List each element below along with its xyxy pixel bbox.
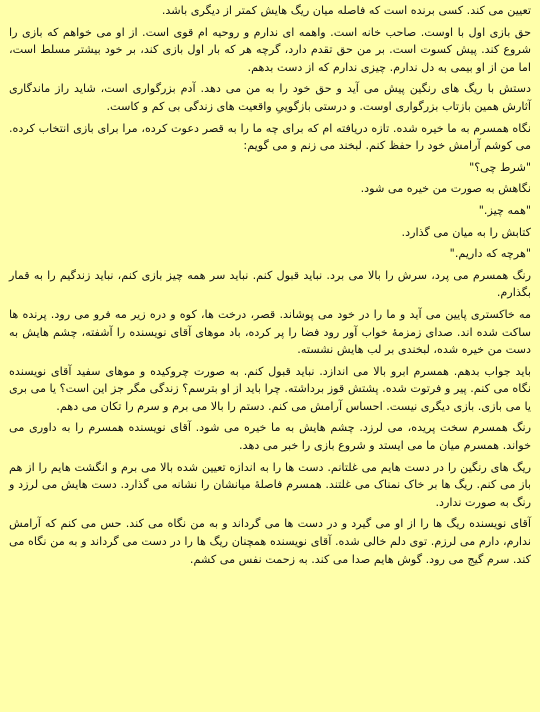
paragraph-2: حق بازی اول با اوست. صاحب خانه است. واهمه ای ندارم و روحیه ام قوی است. از او می خواهم که بازی را شروع کند. پیش کسوت است. بر من حق تقدم دارد، گرچه هر که بار اول بازی کند، بر خود بیشتر مسلط است، اما من از او بیمی به دل ندارم. چیزی ندارم که از دست بدهم. xyxy=(9,25,531,74)
paragraph-10: رنگ همسرم سخت پریده، می لرزد. چشم هایش به ما خیره می شود. آقای نویسنده همسرم را به داوری می خواند. همسرم میان ما می ایستد و شروع بازی را خبر می دهد. xyxy=(9,421,531,453)
paragraph-3: دستش با ریگ های رنگین پیش می آید و حق خود را به من می دهد. آدم بزرگواری است، شاید راز ماندگاری آثارش همین بازتاب بزرگواری اوست. و درستی بازگوییِ واقعیت های زندگی بی کم و کاست. xyxy=(9,82,531,113)
paragraph-4: نگاه همسرم به ما خیره شده. تازه دریافته ام که برای چه ما را به قصر دعوت کرده، مرا برای بازی انتخاب کرده. می کوشم آرامش خود را حفظ کنم. لبخند می زنم و می گویم: xyxy=(9,121,531,153)
paragraph-6: کتابش را به میان می گذارد. xyxy=(401,225,531,239)
paragraph-8: مه خاکستری پایین می آید و ما را در خود می پوشاند. قصر، درخت ها، کوه و دره زیر مه فرو می رود. پرنده ها ساکت شده اند. صدای زمزمهٔ خواب آور رود فضا را پر کرده، باد موهای آقای نویسنده را آشفته، چشم هایش به دست من خیره شده، لبخندی بر لب هایش نشسته. xyxy=(9,307,531,357)
dialogue-line-2: "همه چیز." xyxy=(478,203,531,217)
paragraph-7: رنگ همسرم می پرد، سرش را بالا می برد. نباید قبول کنم. نباید سر همه چیز بازی کنم، نباید زندگیم را به قمار بگذارم. xyxy=(9,268,531,300)
paragraph-9: باید جواب بدهم. همسرم ابرو بالا می اندازد. نباید قبول کنم. به صورت چروکیده و موهای سفید آقای نویسنده نگاه می کنم. پیر و فرتوت شده. پشتش قوز برداشته. چرا باید از او بترسم؟ زندگی مگر جز این است؟ یا می بری یا می بازی. بازی دیگری نیست. احساس آرامش می کنم. دستم را بالا می برم و سرم را تکان می دهم. xyxy=(9,364,531,413)
paragraph-1: تعیین می کند. کسی برنده است که فاصله میان ریگ هایش کمتر از دیگری باشد. xyxy=(161,4,531,17)
dialogue-line-1: "شرط چی؟" xyxy=(469,160,531,174)
paragraph-11: ریگ های رنگین را در دست هایم می غلتانم. دست ها را به اندازه تعیین شده بالا می برم و انگشت هایم را از هم باز می کنم. ریگ ها بر خاک نمناک می غلتند. همسرم فاصلهٔ میانشان را نشانه می گذارد. دست هایش می لرزد و رنگ به صورت ندارد. xyxy=(9,460,531,509)
paragraph-5: نگاهش به صورت من خیره می شود. xyxy=(360,182,531,196)
dialogue-line-3: "هرچه که داریم." xyxy=(449,247,531,261)
paragraph-12: آقای نویسنده ریگ ها را از او می گیرد و در دست ها می گرداند و به من نگاه می کند. حس می کنم که آرامش ندارم، دارم می لرزم. توی دلم خالی شده. آقای نویسنده همچنان ریگ ها را در دست می گرداند و به من نگاه می کند. سرم گیج می رود. گوش هایم صدا می کند. به زحمت نفس می کشم. xyxy=(9,517,531,566)
